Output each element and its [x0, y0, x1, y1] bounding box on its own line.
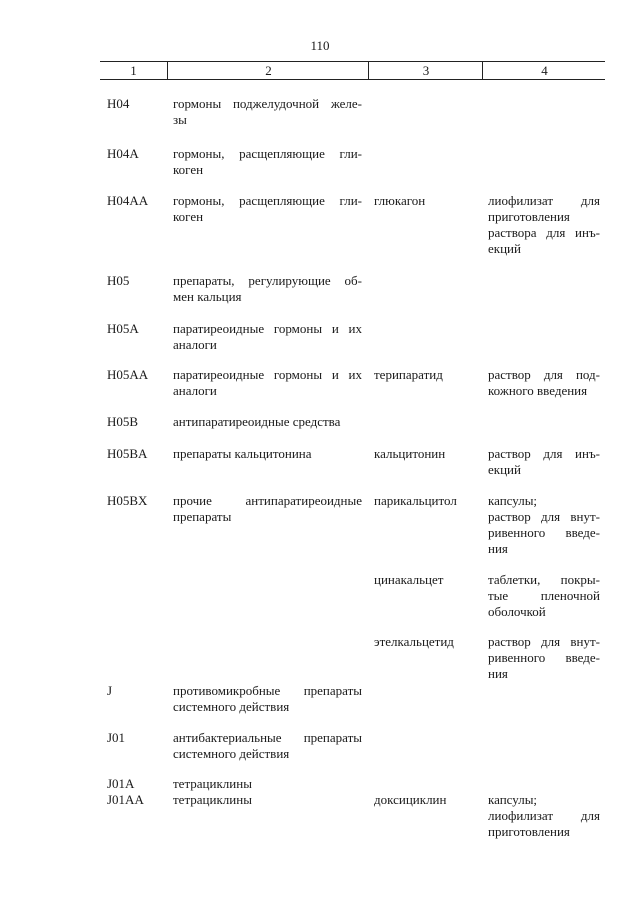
anatomical-group [173, 321, 362, 353]
form-line: екций [488, 241, 521, 256]
form-line: таблетки, покры- [488, 572, 600, 587]
anatomical-group [173, 146, 362, 178]
form-line: капсулы; [488, 493, 538, 508]
form-line: оболочкой [488, 604, 546, 619]
column-header-1: 1 [130, 63, 137, 78]
form-line: капсулы; [488, 792, 538, 807]
group-line: противомикробные препараты [173, 683, 362, 698]
dosage-form [488, 572, 600, 620]
group-line: антибактериальные препараты [173, 730, 362, 745]
group-line: гормоны поджелудочной желе- [173, 96, 362, 111]
group-line: зы [173, 112, 187, 127]
anatomical-group [173, 493, 362, 525]
group-line: аналоги [173, 337, 217, 352]
group-line: антипаратиреоидные средства [173, 414, 341, 429]
atc-code: H05BA [107, 446, 148, 461]
group-line: аналоги [173, 383, 217, 398]
atc-code: H04 [107, 96, 130, 111]
dosage-form [488, 493, 600, 557]
atc-code: J [107, 683, 113, 698]
form-line: екций [488, 462, 521, 477]
group-line: системного действия [173, 699, 290, 714]
drug-name: кальцитонин [374, 446, 446, 461]
dosage-form [488, 446, 600, 478]
anatomical-group [173, 273, 362, 305]
group-line: препараты [173, 509, 232, 524]
dosage-form [488, 634, 600, 682]
atc-code: H05 [107, 273, 130, 288]
form-line: ния [488, 666, 508, 681]
group-line: паратиреоидные гормоны и их [173, 321, 362, 336]
anatomical-group [173, 193, 362, 225]
atc-code: H05BX [107, 493, 148, 508]
form-line: раствора для инъ- [488, 225, 600, 240]
group-line: препараты, регулирующие об- [173, 273, 362, 288]
atc-code: H05AA [107, 367, 149, 382]
anatomical-group [173, 730, 362, 762]
dosage-form [488, 367, 600, 399]
atc-code: H04A [107, 146, 139, 161]
form-line: раствор для инъ- [488, 446, 600, 461]
column-header-2: 2 [167, 62, 369, 79]
anatomical-group [173, 683, 362, 715]
atc-code: J01A [107, 776, 135, 791]
form-line: ния [488, 541, 508, 556]
anatomical-group [173, 367, 362, 399]
form-line: лиофилизат для [488, 193, 600, 208]
drug-name: парикальцитол [374, 493, 457, 508]
form-line: приготовления [488, 209, 570, 224]
form-line: приготовления [488, 824, 570, 839]
group-line: системного действия [173, 746, 290, 761]
form-line: лиофилизат для [488, 808, 600, 823]
anatomical-group [173, 96, 362, 128]
column-header-4: 4 [482, 62, 606, 79]
group-line: паратиреоидные гормоны и их [173, 367, 362, 382]
anatomical-group [173, 776, 362, 792]
anatomical-group [173, 446, 362, 462]
form-line: раствор для внут- [488, 634, 600, 649]
group-line: гормоны, расщепляющие гли- [173, 146, 362, 161]
drug-name: этелкальцетид [374, 634, 454, 649]
dosage-form [488, 792, 600, 840]
dosage-form [488, 193, 600, 257]
form-line: раствор для под- [488, 367, 600, 382]
atc-code: J01AA [107, 792, 144, 807]
drug-name: глюкагон [374, 193, 426, 208]
atc-code: H05A [107, 321, 139, 336]
drug-name: доксициклин [374, 792, 447, 807]
atc-code: J01 [107, 730, 126, 745]
drug-name: терипаратид [374, 367, 443, 382]
column-header-3: 3 [368, 62, 483, 79]
form-line: ривенного введе- [488, 650, 600, 665]
group-line: гормоны, расщепляющие гли- [173, 193, 362, 208]
group-line: препараты кальцитонина [173, 446, 312, 461]
anatomical-group [173, 414, 362, 430]
anatomical-group [173, 792, 362, 808]
form-line: раствор для внут- [488, 509, 600, 524]
page-number: 110 [310, 38, 330, 53]
group-line: прочие антипаратиреоидные [173, 493, 362, 508]
form-line: ривенного введе- [488, 525, 600, 540]
form-line: кожного введения [488, 383, 588, 398]
group-line: тетрациклины [173, 776, 252, 791]
group-line: тетрациклины [173, 792, 252, 807]
group-line: мен кальция [173, 289, 242, 304]
drug-name: цинакальцет [374, 572, 444, 587]
atc-code: H05B [107, 414, 139, 429]
table-header [100, 61, 605, 80]
atc-code: H04AA [107, 193, 149, 208]
group-line: коген [173, 209, 204, 224]
form-line: тые пленочной [488, 588, 600, 603]
group-line: коген [173, 162, 204, 177]
